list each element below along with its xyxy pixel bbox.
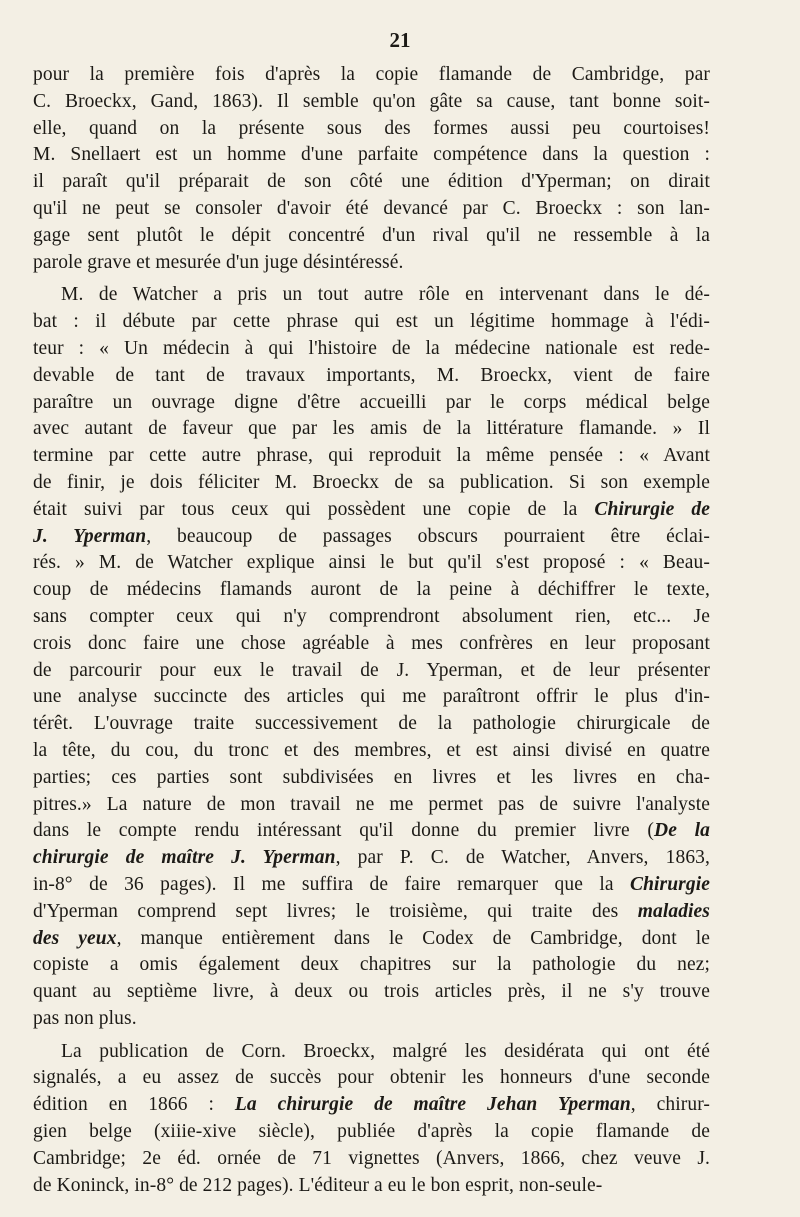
text-run: était suivi par tous ceux qui possèdent une copie de la	[33, 498, 595, 520]
text-line	[33, 1173, 710, 1200]
text-run: sans compter ceux qui n'y comprendront absolument rien, etc... Je	[33, 605, 710, 627]
text-run: gien belge (xiiie-xive siècle), publiée d'après la copie flamande de	[33, 1121, 710, 1143]
text-run: in-8° de 36 pages). Il me suffira de faire remarquer que la	[33, 873, 630, 895]
text-line	[33, 1146, 710, 1173]
italic-title: J. Yperman	[33, 525, 147, 547]
text-line	[33, 1006, 710, 1033]
text-run: gage sent plutôt le dépit concentré d'un rival qu'il ne ressemble à la	[33, 224, 710, 246]
italic-title: maladies	[637, 900, 710, 922]
text-run: de finir, je dois féliciter M. Broeckx de sa publication. Si son exemple	[33, 471, 710, 493]
italic-title: chirurgie de maître J. Yperman	[33, 847, 336, 869]
text-line	[33, 89, 710, 116]
text-line	[33, 1039, 710, 1066]
text-run: paraître un ouvrage digne d'être accueilli par le corps médical belge	[33, 391, 710, 413]
text-line	[33, 604, 710, 631]
text-line	[33, 684, 710, 711]
text-run: pour la première fois d'après la copie flamande de Cambridge, par	[33, 64, 710, 85]
text-line	[33, 142, 710, 169]
text-run: une analyse succincte des articles qui me paraîtront offrir le plus d'in-	[33, 686, 710, 708]
text-run: térêt. L'ouvrage traite successivement de la pathologie chirurgicale de	[33, 713, 710, 735]
text-line	[33, 416, 710, 443]
text-run: Cambridge; 2e éd. ornée de 71 vignettes (Anvers, 1866, chez veuve J.	[33, 1147, 710, 1169]
text-line	[33, 116, 710, 143]
text-run: devable de tant de travaux importants, M. Broeckx, vient de faire	[33, 364, 710, 386]
text-line	[33, 250, 710, 277]
text-run: parties; ces parties sont subdivisées en livres et les livres en cha-	[33, 766, 710, 788]
text-run: C. Broeckx, Gand, 1863). Il semble qu'on gâte sa cause, tant bonne soit-	[33, 90, 710, 112]
italic-title: Chirurgie de	[594, 498, 710, 520]
italic-title: De la	[654, 820, 711, 842]
text-run: termine par cette autre phrase, qui reproduit la même pensée : « Avant	[33, 445, 710, 467]
text-run: dans le compte rendu intéressant qu'il donne du premier livre (	[33, 820, 655, 842]
italic-title: des yeux	[33, 927, 117, 949]
text-run: , chirur-	[630, 1094, 710, 1116]
text-line	[33, 169, 710, 196]
text-line	[33, 1119, 710, 1146]
text-run: pitres.» La nature de mon travail ne me permet pas de suivre l'analyste	[33, 793, 710, 815]
text-run: signalés, a eu assez de succès pour obtenir les honneurs d'une seconde	[33, 1067, 710, 1089]
text-run: pas non plus.	[33, 1007, 137, 1029]
body-text	[33, 62, 710, 1199]
page-number: 21	[389, 28, 411, 52]
text-line	[33, 470, 710, 497]
text-run: d'Yperman comprend sept livres; le troisième, qui traite des	[33, 900, 638, 922]
text-run: elle, quand on la présente sous des formes aussi peu courtoises!	[33, 117, 710, 139]
text-line	[33, 443, 710, 470]
text-line	[33, 223, 710, 250]
paragraph	[33, 282, 710, 1032]
text-run: avec autant de faveur que par les amis de la littérature flamande. » Il	[33, 418, 710, 440]
text-run: teur : « Un médecin à qui l'histoire de la médecine nationale est rede-	[33, 337, 710, 359]
text-line	[33, 309, 710, 336]
text-line	[33, 658, 710, 685]
text-run: La publication de Corn. Broeckx, malgré les desidérata qui ont été	[61, 1040, 710, 1062]
paragraph	[33, 1039, 710, 1200]
text-line	[33, 711, 710, 738]
text-run: quant au septième livre, à deux ou trois articles près, il ne s'y trouve	[33, 981, 710, 1003]
text-run: la tête, du cou, du tronc et des membres, et est ainsi divisé en quatre	[33, 739, 710, 761]
text-line	[33, 818, 710, 845]
paragraph	[33, 62, 710, 276]
text-line	[33, 765, 710, 792]
text-run: coup de médecins flamands auront de la peine à déchiffrer le texte,	[33, 579, 710, 601]
text-line	[33, 577, 710, 604]
text-line	[33, 899, 710, 926]
text-line	[33, 363, 710, 390]
text-line	[33, 979, 710, 1006]
text-line	[33, 792, 710, 819]
text-line	[33, 524, 710, 551]
text-run: , manque entièrement dans le Codex de Cambridge, dont le	[116, 927, 710, 949]
italic-title: La chirurgie de maître Jehan Yperman	[234, 1094, 631, 1116]
text-line	[33, 872, 710, 899]
text-line	[33, 926, 710, 953]
text-run: de parcourir pour eux le travail de J. Yperman, et de leur présenter	[33, 659, 710, 681]
text-line	[33, 62, 710, 89]
text-line	[33, 336, 710, 363]
text-line	[33, 550, 710, 577]
text-line	[33, 282, 710, 309]
text-run: il paraît qu'il préparait de son côté une édition d'Yperman; on dirait	[33, 171, 710, 193]
text-line	[33, 1065, 710, 1092]
text-run: , beaucoup de passages obscurs pourraient être éclai-	[146, 525, 710, 547]
text-line	[33, 952, 710, 979]
text-run: bat : il débute par cette phrase qui est un légitime hommage à l'édi-	[33, 311, 710, 333]
text-run: rés. » M. de Watcher explique ainsi le but qu'il s'est proposé : « Beau-	[33, 552, 710, 574]
text-line	[33, 497, 710, 524]
text-run: , par P. C. de Watcher, Anvers, 1863,	[335, 847, 710, 869]
text-run: crois donc faire une chose agréable à mes confrères en leur proposant	[33, 632, 710, 654]
text-line	[33, 1092, 710, 1119]
text-run: M. Snellaert est un homme d'une parfaite compétence dans la question :	[33, 144, 710, 166]
text-run: copiste a omis également deux chapitres sur la pathologie du nez;	[33, 954, 710, 976]
text-run: de Koninck, in-8° de 212 pages). L'éditeur a eu le bon esprit, non-seule-	[33, 1174, 603, 1196]
text-line	[33, 196, 710, 223]
text-run: édition en 1866 :	[33, 1094, 235, 1116]
text-run: parole grave et mesurée d'un juge désintéressé.	[33, 251, 404, 273]
text-line	[33, 738, 710, 765]
text-run: M. de Watcher a pris un tout autre rôle en intervenant dans le dé-	[61, 284, 710, 306]
text-run: qu'il ne peut se consoler d'avoir été devancé par C. Broeckx : son lan-	[33, 197, 710, 219]
text-line	[33, 845, 710, 872]
text-line	[33, 390, 710, 417]
italic-title: Chirurgie	[629, 873, 710, 895]
text-line	[33, 631, 710, 658]
